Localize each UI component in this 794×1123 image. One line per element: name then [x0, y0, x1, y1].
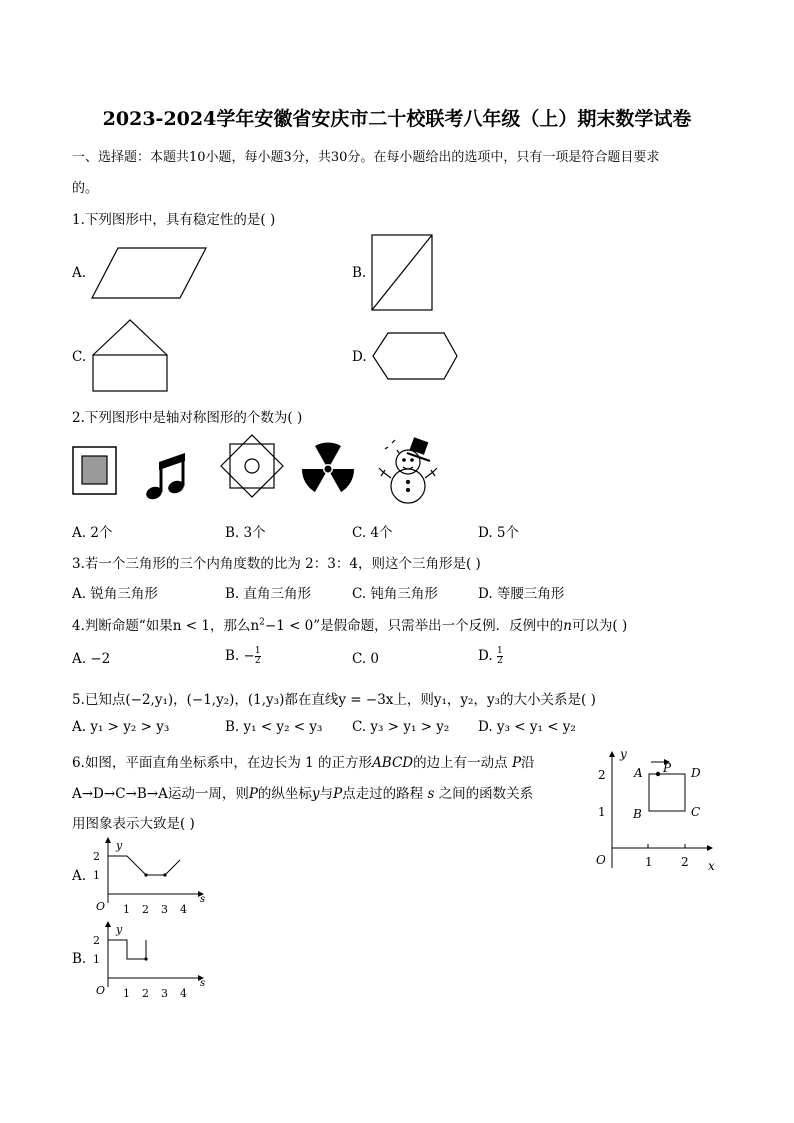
q3-option-a: A. 锐角三角形	[72, 586, 158, 602]
svg-text:3: 3	[161, 987, 168, 1000]
q1-shape-a	[92, 248, 206, 298]
svg-text:y: y	[116, 923, 123, 936]
svg-text:O: O	[96, 984, 106, 997]
q5-option-b: B. y₁ < y₂ < y₃	[225, 719, 323, 735]
fig-label-a: A	[634, 766, 643, 780]
svg-text:1: 1	[123, 903, 130, 916]
q5-stem: 5.已知点(−2,y₁)，(−1,y₂)，(1,y₃)都在直线y = −3x上，则y₁，y₂，y₃的大小关系是( )	[72, 692, 596, 708]
q6-stem-line2: A→D→C→B→A运动一周，则P的纵坐标y与P点走过的路程 s 之间的函数关系	[72, 786, 534, 802]
q5-option-c: C. y₃ > y₁ > y₂	[352, 719, 450, 735]
q1-shape-c	[93, 320, 167, 391]
fig-label-d: D	[691, 766, 701, 780]
fig-xtick-1: 1	[645, 855, 653, 869]
q3-stem: 3.若一个三角形的三个内角度数的比为 2：3：4，则这个三角形是( )	[72, 556, 481, 572]
q3-option-d: D. 等腰三角形	[478, 586, 565, 602]
q2-option-c: C. 4个	[352, 525, 393, 541]
music-note-figure	[144, 453, 185, 501]
svg-text:2: 2	[142, 903, 149, 916]
q4-option-d: D. $\frac{1}{2}$	[478, 646, 503, 666]
snowman-figure	[379, 438, 437, 503]
svg-text:2: 2	[142, 987, 149, 1000]
svg-text:4: 4	[180, 903, 187, 916]
q3-option-c: C. 钝角三角形	[352, 586, 438, 602]
q1-shape-d	[373, 333, 457, 379]
svg-text:1: 1	[93, 953, 100, 966]
radiation-symbol-figure	[302, 443, 354, 492]
svg-text:1: 1	[123, 987, 130, 1000]
fig-xtick-2: 2	[681, 855, 689, 869]
fig-ytick-2: 2	[598, 768, 606, 782]
q1-label-b: B.	[352, 265, 367, 281]
fig-y-label: y	[620, 747, 627, 761]
fig-label-p: P	[663, 761, 672, 775]
svg-text:y: y	[116, 839, 123, 852]
svg-text:2: 2	[93, 934, 100, 947]
q1-stem: 1.下列图形中，具有稳定性的是( )	[72, 212, 276, 228]
q5-option-d: D. y₃ < y₁ < y₂	[478, 719, 576, 735]
q3-option-b: B. 直角三角形	[225, 586, 312, 602]
q1-label-d: D.	[352, 349, 367, 365]
page-title: 2023-2024学年安徽省安庆市二十校联考八年级（上）期末数学试卷	[102, 108, 692, 130]
q6-option-a-label: A.	[72, 868, 87, 884]
svg-text:s: s	[200, 894, 206, 905]
q6-option-b-label: B.	[72, 951, 87, 967]
svg-text:O: O	[96, 900, 106, 913]
diamond-square-figure	[221, 435, 283, 497]
q2-option-d: D. 5个	[478, 525, 520, 541]
square-frame-figure	[73, 447, 116, 494]
fig-origin: O	[596, 853, 606, 867]
svg-text:2: 2	[93, 850, 100, 863]
q4-option-a: A. −2	[72, 651, 111, 667]
q6-stem-line1: 6.如图，平面直角坐标系中，在边长为 1 的正方形ABCD的边上有一动点 P沿	[72, 755, 535, 771]
q1-label-c: C.	[72, 349, 87, 365]
svg-text:4: 4	[180, 987, 187, 1000]
q1-shape-b	[372, 235, 432, 310]
svg-text:s: s	[200, 978, 206, 989]
q6-stem-line3: 用图象表示大致是( )	[72, 816, 195, 832]
section-heading-line2: 的。	[72, 181, 99, 196]
q4-option-c: C. 0	[352, 651, 380, 667]
q2-option-a: A. 2个	[72, 525, 113, 541]
q2-option-b: B. 3个	[225, 525, 266, 541]
q2-stem: 2.下列图形中是轴对称图形的个数为( )	[72, 410, 303, 426]
fig-label-c: C	[691, 805, 701, 819]
fig-x-label: x	[708, 859, 715, 873]
fig-ytick-1: 1	[598, 805, 606, 819]
q5-option-a: A. y₁ > y₂ > y₃	[72, 719, 170, 735]
q1-label-a: A.	[72, 265, 87, 281]
fig-label-b: B	[633, 807, 642, 821]
q4-stem: 4.判断命题“如果n < 1，那么$n^2-1 < 0$”是假命题，只需举出一个反例．反例中的n可以为( )	[72, 617, 628, 634]
section-heading-line1: 一、选择题：本题共10小题，每小题3分，共30分。在每小题给出的选项中，只有一项是符合题目要求	[72, 150, 660, 165]
q4-option-b: B. − $\frac{1}{2}$	[225, 646, 261, 666]
svg-text:1: 1	[93, 869, 100, 882]
svg-text:3: 3	[161, 903, 168, 916]
